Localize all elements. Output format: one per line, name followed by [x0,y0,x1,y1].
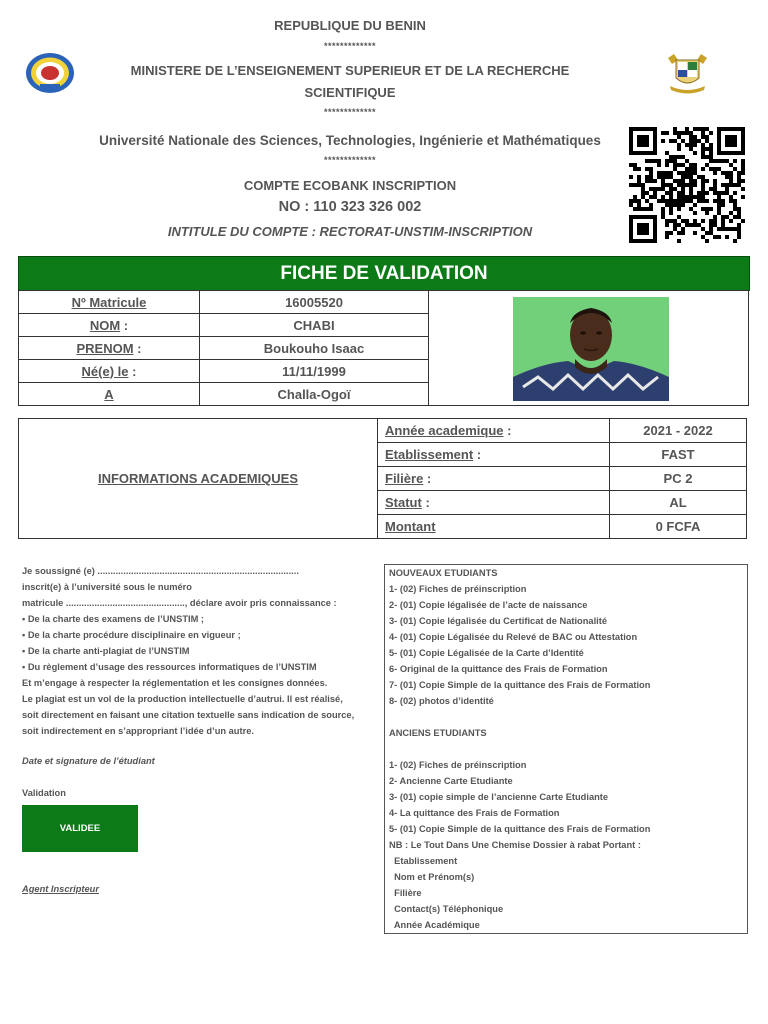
declaration-line: Et m’engage à respecter la réglementation et les consignes données. [22,678,328,688]
label-suffix: : [473,447,482,462]
spacer [389,709,743,725]
label-text: Etablissement [385,447,474,462]
list-item: 2- (01) Copie légalisée de l’acte de naissance [389,600,588,610]
list-item: Contact(s) Téléphonique [389,904,504,914]
list-item: 5- (01) Copie Simple de la quittance des Frais de Formation [389,824,651,834]
list-item: 7- (01) Copie Simple de la quittance des Frais de Formation [389,680,651,690]
qr-code [627,127,747,243]
stars-divider: ************* [323,107,377,117]
declaration-line: soit directement en faisant une citation textuelle sans indication de source, [22,710,355,720]
validated-status-badge: VALIDEE [22,805,138,852]
date-signature-label: Date et signature de l’étudiant [22,756,155,766]
label-text: Filière [385,471,424,486]
student-photo [513,297,669,401]
birthdate-value: 11/11/1999 [200,360,429,383]
validation-label: Validation [22,788,66,798]
agent-label: Agent Inscripteur [22,884,99,894]
declaration-line: • Du règlement d’usage des ressources informatiques de l’UNSTIM [22,662,317,672]
label-suffix: : [503,423,512,438]
ministry-heading-line2: SCIENTIFIQUE [304,85,396,100]
label-suffix: : [421,495,430,510]
list-item: Filière [389,888,422,898]
list-item: 2- Ancienne Carte Etudiante [389,776,513,786]
list-item: Etablissement [389,856,458,866]
academic-year-value: 2021 - 2022 [610,419,747,443]
label-suffix: : [128,363,137,379]
declaration-line: soit indirectement en s’appropriant l’idée d’un autre. [22,726,254,736]
label-text: PRENOM [76,340,134,356]
required-documents-box [384,564,748,934]
label-suffix: : [133,340,142,356]
doc-section-heading: NOUVEAUX ETUDIANTS [389,568,498,578]
list-item: 6- Original de la quittance des Frais de Formation [389,664,608,674]
matricule-label [19,291,200,314]
republic-heading: REPUBLIQUE DU BENIN [274,18,426,33]
academic-section-title [19,419,378,539]
declaration-line: Je soussigné (e) .............................................................................. [22,566,299,576]
list-item: 5- (01) Copie Légalisée de la Carte d’Identité [389,648,584,658]
nom-label [19,314,200,337]
status-value: AL [610,491,747,515]
label-suffix: : [423,471,432,486]
account-number: NO : 110 323 326 002 [278,199,422,215]
benin-coat-of-arms [660,50,715,95]
label-text: INFORMATIONS ACADEMIQUES [97,471,299,486]
label-text: Nº Matricule [71,294,147,310]
fiche-title: FICHE DE VALIDATION [18,256,750,291]
declaration-line: matricule .............................................., déclare avoir pris connaissance : [22,598,337,608]
stars-divider: ************* [323,155,377,165]
filiere-label [378,467,610,491]
list-item: 1- (02) Fiches de préinscription [389,760,527,770]
label-text: Statut [385,495,422,510]
label-text: Montant [385,519,436,534]
establishment-label [378,443,610,467]
list-item: 4- La quittance des Frais de Formation [389,808,560,818]
label-text: Né(e) le [81,363,129,379]
account-title: COMPTE ECOBANK INSCRIPTION [243,178,457,193]
list-item: NB : Le Tout Dans Une Chemise Dossier à rabat Portant : [389,840,641,850]
declaration-line: • De la charte anti-plagiat de l’UNSTIM [22,646,190,656]
label-text: A [104,386,114,402]
declaration-line: inscrit(e) à l’université sous le numéro [22,582,192,592]
list-item: 1- (02) Fiches de préinscription [389,584,527,594]
declaration-text [22,563,382,739]
matricule-value: 16005520 [200,291,429,314]
ministry-heading-line1: MINISTERE DE L’ENSEIGNEMENT SUPERIEUR ET DE LA RECHERCHE [130,63,570,78]
establishment-value: FAST [610,443,747,467]
label-text: Année academique [385,423,504,438]
list-item: 3- (01) copie simple de l’ancienne Carte Etudiante [389,792,609,802]
list-item: 8- (02) photos d’identité [389,696,494,706]
prenom-label [19,337,200,360]
amount-value: 0 FCFA [610,515,747,539]
list-item: Année Académique [389,920,480,930]
amount-label [378,515,610,539]
status-label [378,491,610,515]
list-item: Nom et Prénom(s) [389,872,475,882]
spacer [389,741,743,757]
declaration-line: Le plagiat est un vol de la production intellectuelle d’autrui. Il est réalisé, [22,694,343,704]
stars-divider: ************* [323,41,377,51]
doc-section-heading: ANCIENS ETUDIANTS [389,728,487,738]
birthdate-label [19,360,200,383]
declaration-line: • De la charte procédure disciplinaire en vigueur ; [22,630,241,640]
birthplace-label [19,383,200,406]
prenom-value: Boukouho Isaac [200,337,429,360]
account-label: INTITULE DU COMPTE : RECTORAT-UNSTIM-INSCRIPTION [167,224,533,239]
table-row [19,419,747,443]
list-item: 3- (01) Copie légalisée du Certificat de Nationalité [389,616,608,626]
nom-value: CHABI [200,314,429,337]
university-logo [25,52,75,94]
birthplace-value: Challa-Ogoï [200,383,429,406]
academic-table [18,418,747,539]
academic-year-label [378,419,610,443]
label-text: NOM [89,317,121,333]
list-item: 4- (01) Copie Légalisée du Relevé de BAC ou Attestation [389,632,638,642]
filiere-value: PC 2 [610,467,747,491]
university-name: Université Nationale des Sciences, Technologies, Ingénierie et Mathématiques [99,133,601,148]
declaration-line: • De la charte des examens de l’UNSTIM ; [22,614,205,624]
label-suffix: : [120,317,129,333]
